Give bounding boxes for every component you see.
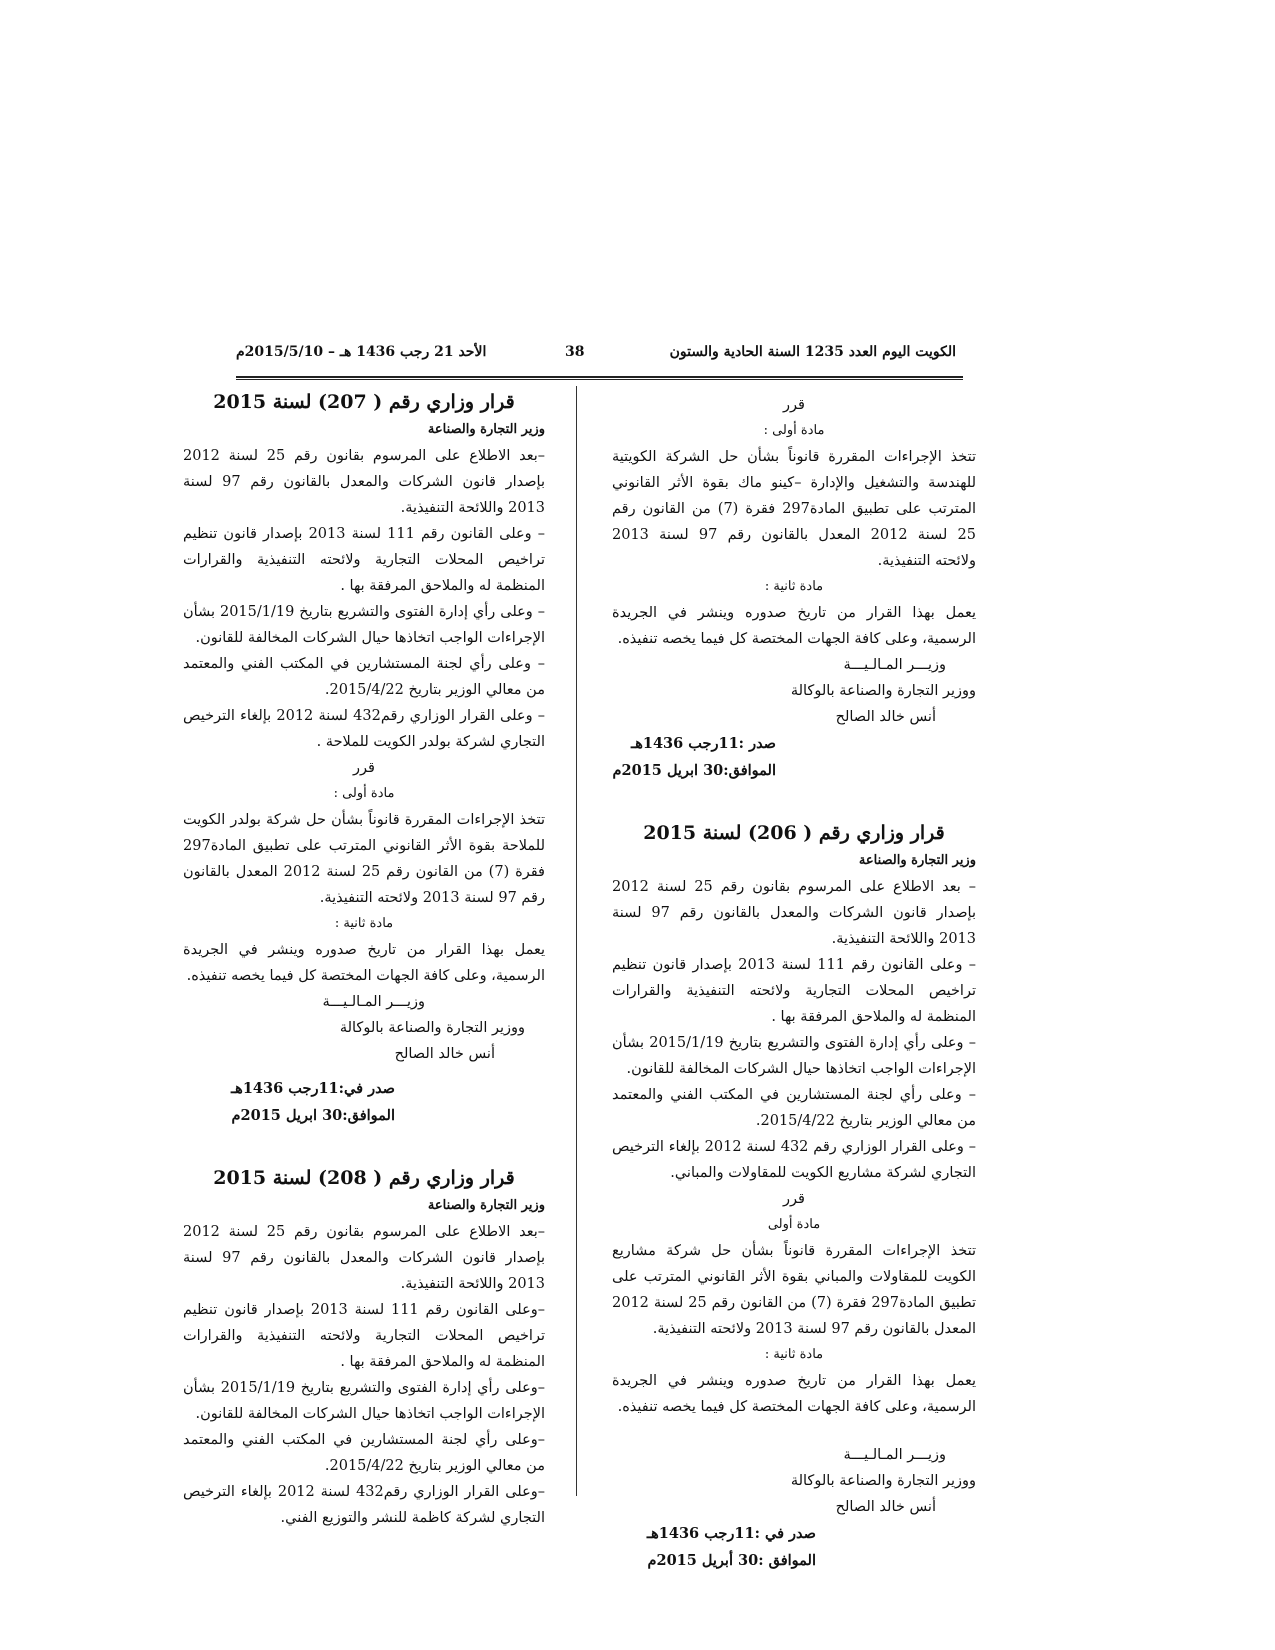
article1-text: تتخذ الإجراءات المقررة قانوناً بشأن حل شركة مشاريع الكويت للمقاولات والمباني بقوة الأثر القانوني المترتب على تطبيق المادة297 فقرة (7) من القانون رقم 25 لسنة 2012 المعدل بالقانون رقم 97 لسنة 2013 ولائحته التنفيذية. — [612, 1243, 976, 1337]
signatory-title: وزيـــر المـالـيـــة — [843, 1447, 946, 1463]
signatory-role: ووزير التجارة والصناعة بالوكالة — [339, 1020, 525, 1036]
recital: –وعلى رأي إدارة الفتوى والتشريع بتاريخ 2015/1/19 بشأن الإجراءات الواجب اتخاذها حيال الشركات المخالفة للقانون. — [183, 1380, 545, 1422]
signatory-name: أنس خالد الصالح — [835, 709, 936, 725]
signatory-name: أنس خالد الصالح — [835, 1499, 936, 1515]
recital: –وعلى القانون رقم 111 لسنة 2013 بإصدار قانون تنظيم تراخيص المحلات التجارية ولائحته التنفيذية والقرارات المنظمة له والملاحق المرفقة بها . — [183, 1302, 545, 1370]
recital: – وعلى رأي إدارة الفتوى والتشريع بتاريخ 2015/1/19 بشأن الإجراءات الواجب اتخاذها حيال الشركات المخالفة للقانون. — [612, 1035, 976, 1077]
article2-text: يعمل بهذا القرار من تاريخ صدوره وينشر في الجريدة الرسمية، وعلى كافة الجهات المختصة كل فيما يخصه تنفيذه. — [183, 942, 545, 984]
article2-text: يعمل بهذا القرار من تاريخ صدوره وينشر في الجريدة الرسمية، وعلى كافة الجهات المختصة كل فيما يخصه تنفيذه. — [612, 605, 976, 647]
recital: –بعد الاطلاع على المرسوم بقانون رقم 25 لسنة 2012 بإصدار قانون الشركات والمعدل بالقانون رقم 97 لسنة 2013 واللائحة التنفيذية. — [183, 448, 545, 516]
issued-date: صدر في:11رجب 1436هـ — [230, 1080, 395, 1097]
decision-208-minister: وزير التجارة والصناعة — [427, 1198, 545, 1213]
header-rule-thin — [236, 379, 963, 380]
recital: – وعلى رأي لجنة المستشارين في المكتب الفني والمعتمد من معالي الوزير بتاريخ 2015/4/22. — [183, 656, 545, 698]
recital: – وعلى رأي إدارة الفتوى والتشريع بتاريخ 2015/1/19 بشأن الإجراءات الواجب اتخاذها حيال الشركات المخالفة للقانون. — [183, 604, 545, 646]
decision-207-title: قرار وزاري رقم ( 207) لسنة 2015 — [213, 391, 515, 413]
recital: –وعلى رأي لجنة المستشارين في المكتب الفني والمعتمد من معالي الوزير بتاريخ 2015/4/22. — [183, 1432, 545, 1474]
decision-207-minister: وزير التجارة والصناعة — [427, 422, 545, 437]
header-rule — [236, 376, 963, 378]
article1-label: مادة أولى — [767, 1217, 821, 1232]
issued-date: صدر في :11رجب 1436هـ — [646, 1525, 816, 1542]
recital: –بعد الاطلاع على المرسوم بقانون رقم 25 لسنة 2012 بإصدار قانون الشركات والمعدل بالقانون رقم 97 لسنة 2013 واللائحة التنفيذية. — [183, 1224, 545, 1292]
signatory-name: أنس خالد الصالح — [394, 1046, 495, 1062]
right-column — [612, 392, 976, 1574]
page-number: 38 — [565, 344, 585, 360]
header-issue-info: الكويت اليوم العدد 1235 السنة الحادية والستون — [669, 344, 956, 360]
decision-208-title: قرار وزاري رقم ( 208) لسنة 2015 — [213, 1167, 515, 1189]
corresponding-date: الموافق:30 ابريل 2015م — [231, 1107, 395, 1124]
article1-label: مادة أولى : — [763, 423, 825, 438]
qarar-heading: قرر — [353, 760, 375, 776]
recital: – وعلى القرار الوزاري رقم432 لسنة 2012 بإلغاء الترخيص التجاري لشركة بولدر الكويت للملاحة . — [183, 708, 545, 750]
recital: – وعلى القرار الوزاري رقم 432 لسنة 2012 بإلغاء الترخيص التجاري لشركة مشاريع الكويت للمقاولات والمباني. — [612, 1139, 976, 1181]
corresponding-date: الموافق:30 ابريل 2015م — [612, 762, 776, 779]
corresponding-date: الموافق :30 أبريل 2015م — [647, 1552, 816, 1569]
signatory-title: وزيـــر المـالـيـــة — [843, 657, 946, 673]
article1-text: تتخذ الإجراءات المقررة قانوناً بشأن حل الشركة الكويتية للهندسة والتشغيل والإدارة –كينو ماك بقوة الأثر القانوني المترتب على تطبيق المادة297 فقرة (7) من القانون رقم 25 لسنة 2012 المعدل بالقانون رقم 97 لسنة 2013 ولائحته التنفيذية. — [612, 449, 976, 569]
header-date: الأحد 21 رجب 1436 هـ – 2015/5/10م — [236, 344, 487, 360]
issued-date: صدر :11رجب 1436هـ — [630, 735, 776, 752]
decision-206-title: قرار وزاري رقم ( 206) لسنة 2015 — [643, 822, 945, 844]
decision-206-minister: وزير التجارة والصناعة — [858, 853, 976, 868]
article2-label: مادة ثانية : — [334, 916, 394, 931]
left-column — [183, 387, 545, 1531]
column-divider — [576, 386, 577, 1496]
article2-text: يعمل بهذا القرار من تاريخ صدوره وينشر في الجريدة الرسمية، وعلى كافة الجهات المختصة كل فيما يخصه تنفيذه. — [612, 1373, 976, 1415]
recital: – وعلى رأي لجنة المستشارين في المكتب الفني والمعتمد من معالي الوزير بتاريخ 2015/4/22. — [612, 1087, 976, 1129]
article2-label: مادة ثانية : — [764, 1347, 824, 1362]
recital: – وعلى القانون رقم 111 لسنة 2013 بإصدار قانون تنظيم تراخيص المحلات التجارية ولائحته التنفيذية والقرارات المنظمة له والملاحق المرفقة بها . — [183, 526, 545, 594]
signatory-title: وزيـــر المـالـيـــة — [322, 994, 425, 1010]
signatory-role: ووزير التجارة والصناعة بالوكالة — [790, 683, 976, 699]
recital: – وعلى القانون رقم 111 لسنة 2013 بإصدار قانون تنظيم تراخيص المحلات التجارية ولائحته التنفيذية والقرارات المنظمة له والملاحق المرفقة بها . — [612, 957, 977, 1025]
article1-text: تتخذ الإجراءات المقررة قانوناً بشأن حل شركة بولدر الكويت للملاحة بقوة الأثر القانوني المترتب على تطبيق المادة297 فقرة (7) من القانون رقم 25 لسنة 2012 المعدل بالقانون رقم 97 لسنة 2013 ولائحته التنفيذية. — [183, 812, 545, 906]
qarar-heading: قرر — [783, 397, 805, 413]
qarar-heading: قرر — [783, 1191, 805, 1207]
recital: – بعد الاطلاع على المرسوم بقانون رقم 25 لسنة 2012 بإصدار قانون الشركات والمعدل بالقانون رقم 97 لسنة 2013 واللائحة التنفيذية. — [612, 879, 976, 947]
article2-label: مادة ثانية : — [764, 579, 824, 594]
signatory-role: ووزير التجارة والصناعة بالوكالة — [790, 1473, 976, 1489]
recital: –وعلى القرار الوزاري رقم432 لسنة 2012 بإلغاء الترخيص التجاري لشركة كاظمة للنشر والتوزيع الفني. — [183, 1484, 545, 1526]
running-header — [236, 340, 956, 366]
article1-label: مادة أولى : — [333, 786, 395, 801]
